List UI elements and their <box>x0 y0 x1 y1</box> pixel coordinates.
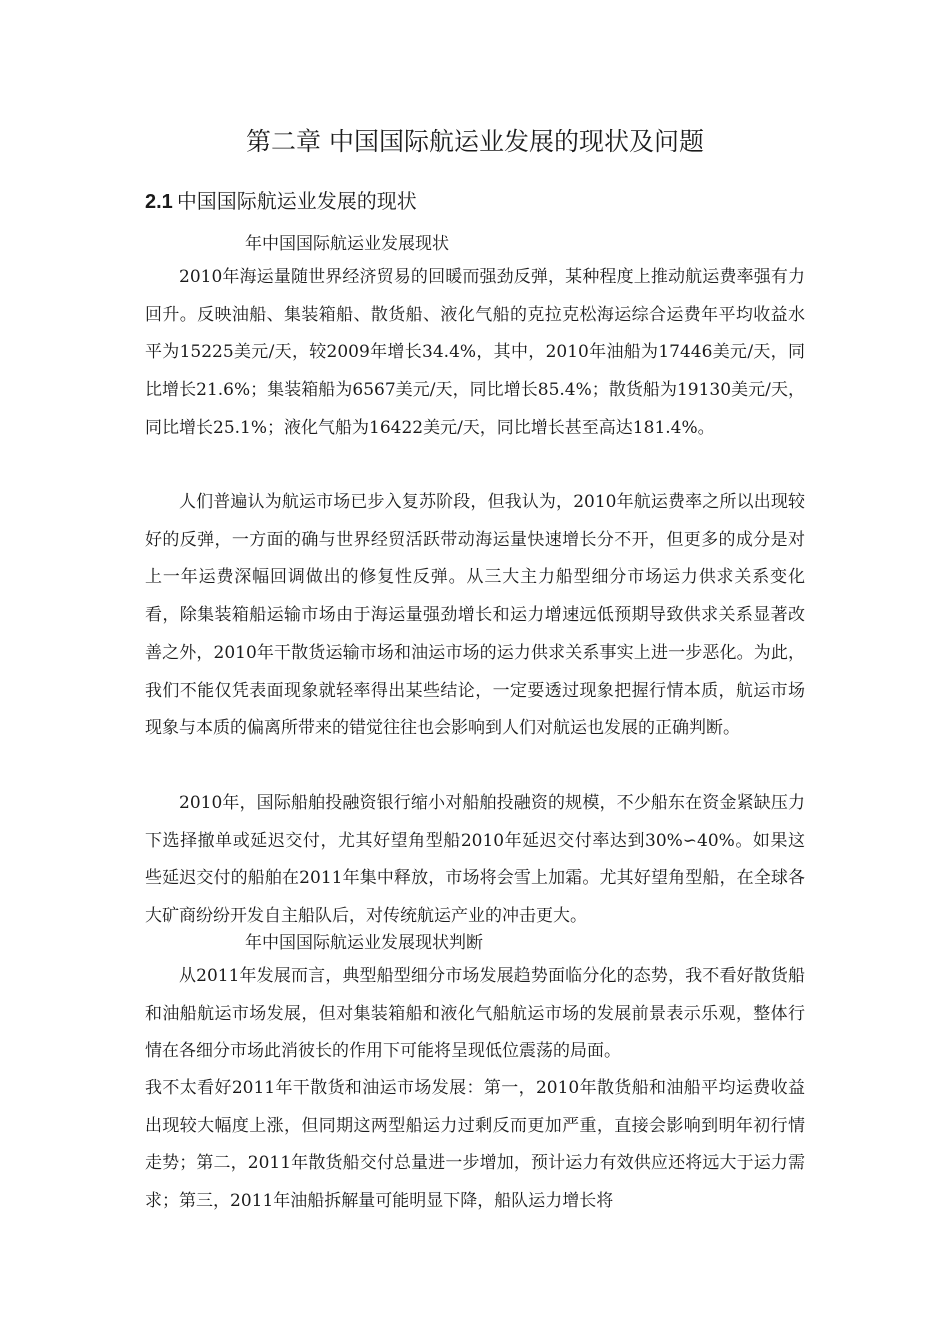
paragraph-delayed-delivery: 2010年，国际船舶投融资银行缩小对船舶投融资的规模，不少船东在资金紧缺压力下选择撤单或延迟交付，尤其好望角型船2010年延迟交付率达到30%∽40%。如果这些延迟交付的船舶在2011年集中释放，市场将会雪上加霜。尤其好望角型船，在全球各大矿商纷纷开发自主船队后，对传统航运产业的冲击更大。 <box>145 793 805 927</box>
paragraph-freight-rates: 2010年海运量随世界经济贸易的回暖而强劲反弹，某种程度上推动航运费率强有力回升。反映油船、集装箱船、散货船、液化气船的克拉克松海运综合运费年平均收益水平为15225美元/天，较2009年增长34.4%，其中，2010年油船为17446美元/天，同比增长21.6%；集装箱船为6567美元/天，同比增长85.4%；散货船为19130美元/天，同比增长25.1%；液化气船为16422美元/天，同比增长甚至高达181.4%。 <box>145 267 805 438</box>
chapter-title: 第二章 中国国际航运业发展的现状及问题 <box>246 127 704 156</box>
section-heading <box>145 186 417 217</box>
section-number: 2.1 <box>145 191 173 213</box>
section-title: 中国国际航运业发展的现状 <box>176 189 417 213</box>
paragraph-dry-bulk-oil: 我不太看好2011年干散货和油运市场发展：第一，2010年散货船和油船平均运费收益出现较大幅度上涨，但同期这两型船运力过剩反而更加严重，直接会影响到明年初行情走势；第二，2011年散货船交付总量进一步增加，预计运力有效供应还将远大于运力需求；第三，2011年油船拆解量可能明显下降，船队运力增长将 <box>145 1078 805 1212</box>
subheading-current-status: 年中国国际航运业发展现状 <box>245 234 449 254</box>
paragraph-market-recovery: 人们普遍认为航运市场已步入复苏阶段，但我认为，2010年航运费率之所以出现较好的反弹，一方面的确与世界经贸活跃带动海运量快速增长分不开，但更多的成分是对上一年运费深幅回调做出的修复性反弹。从三大主力船型细分市场运力供求关系变化看，除集装箱船运输市场由于海运量强劲增长和运力增速远低预期导致供求关系显著改善之外，2010年干散货运输市场和油运市场的运力供求关系事实上进一步恶化。为此，我们不能仅凭表面现象就轻率得出某些结论，一定要透过现象把握行情本质，航运市场现象与本质的偏离所带来的错觉往往也会影响到人们对航运也发展的正确判断。 <box>145 492 805 739</box>
paragraph-market-outlook: 从2011年发展而言，典型船型细分市场发展趋势面临分化的态势，我不看好散货船和油船航运市场发展，但对集装箱船和液化气船航运市场的发展前景表示乐观，整体行情在各细分市场此消彼长的作用下可能将呈现低位震荡的局面。 <box>145 966 805 1062</box>
subheading-status-judgment: 年中国国际航运业发展现状判断 <box>245 933 483 953</box>
